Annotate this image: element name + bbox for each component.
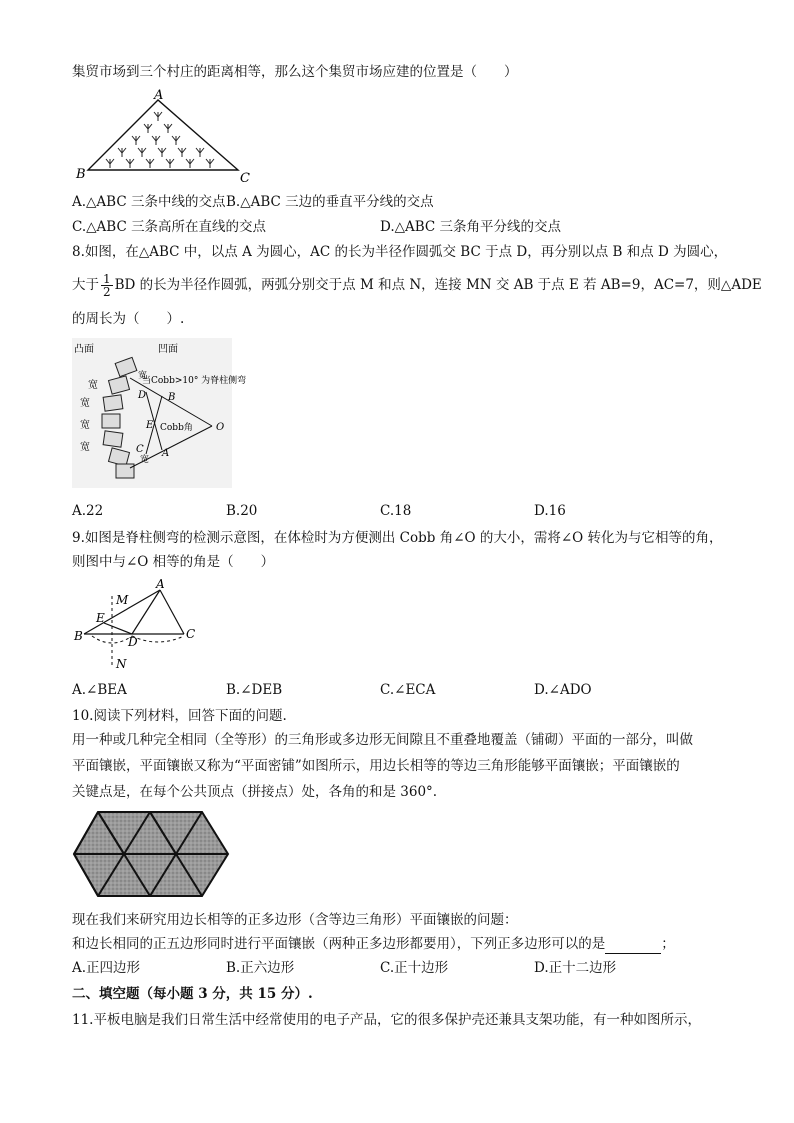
q7-option-b[interactable]: B.△ABC 三边的垂直平分线的交点 <box>226 194 434 210</box>
fig-label-a: A <box>154 88 164 103</box>
q8-line2 <box>72 270 762 300</box>
village-triangle-figure <box>72 88 262 184</box>
geo-label-m: M <box>116 593 129 607</box>
geo-label-b: B <box>74 629 83 643</box>
q8-option-b[interactable]: B.20 <box>226 503 258 519</box>
spine-point-c: C <box>136 444 144 455</box>
q10-line5: 现在我们来研究用边长相等的正多边形（含等边三角形）平面镶嵌的问题： <box>72 912 518 928</box>
fraction-numerator: 1 <box>103 272 111 286</box>
q10-option-c[interactable]: C.正十边形 <box>380 960 449 976</box>
q9-option-d[interactable]: D.∠ADO <box>534 682 592 698</box>
q9-option-a[interactable]: A.∠BEA <box>72 682 127 698</box>
spine-point-a: A <box>162 448 170 459</box>
spine-point-b: B <box>168 392 176 403</box>
section-2-title: 二、填空题（每小题 3 分，共 15 分）. <box>72 986 313 1002</box>
q10-line6-end: ； <box>661 936 675 952</box>
q8-line2-pre: 大于 <box>72 277 99 293</box>
spine-cobb-label: Cobb角 <box>160 423 193 433</box>
q11-line1: 11.平板电脑是我们日常生活中经常使用的电子产品，它的很多保护壳还兼具支架功能，有一种如图所示， <box>72 1012 701 1028</box>
fraction-half <box>101 273 113 298</box>
q10-option-b[interactable]: B.正六边形 <box>226 960 295 976</box>
spine-wide-label-1: 宽 <box>88 380 98 391</box>
q9-line2: 则图中与∠O 相等的角是（ ） <box>72 554 275 570</box>
spine-wide-label-2: 宽 <box>80 398 90 409</box>
q8-option-d[interactable]: D.16 <box>534 503 566 519</box>
q10-line2: 用一种或几种完全相同（全等形）的三角形或多边形无间隙且不重叠地覆盖（铺砌）平面的一部分，叫做 <box>72 732 693 748</box>
q9-option-b[interactable]: B.∠DEB <box>226 682 283 698</box>
spine-scoliosis-figure <box>72 338 247 488</box>
spine-point-o: O <box>216 422 225 433</box>
geo-label-a: A <box>156 577 165 591</box>
q7-option-c[interactable]: C.△ABC 三条高所在直线的交点 <box>72 219 267 235</box>
q7-option-d[interactable]: D.△ABC 三条角平分线的交点 <box>380 219 562 235</box>
q10-option-a[interactable]: A.正四边形 <box>72 960 141 976</box>
spine-point-d: D <box>138 390 147 401</box>
fig-label-b: B <box>76 167 86 182</box>
spine-note: 当Cobb>10° 为脊柱侧弯 <box>142 376 247 386</box>
q10-line6 <box>72 934 675 954</box>
fraction-denominator: 2 <box>103 285 111 299</box>
q8-option-c[interactable]: C.18 <box>380 503 412 519</box>
q7-option-a[interactable]: A.△ABC 三条中线的交点 <box>72 194 226 210</box>
geo-label-n: N <box>116 657 127 671</box>
spine-wide-label-4: 宽 <box>80 442 90 453</box>
spine-concave-label: 凹面 <box>158 344 178 355</box>
geo-label-d: D <box>128 635 138 649</box>
q8-line2-post: BD 的长为半径作圆弧，两弧分别交于点 M 和点 N，连接 MN 交 AB 于点 E 若 AB=9，AC=7，则△ADE <box>114 277 762 293</box>
q9-line1: 9.如图是脊柱侧弯的检测示意图，在体检时为方便测出 Cobb 角∠O 的大小，需将∠O 转化为与它相等的角， <box>72 530 723 546</box>
q7-stem: 集贸市场到三个村庄的距离相等，那么这个集贸市场应建的位置是（ ） <box>72 64 518 80</box>
q8-option-a[interactable]: A.22 <box>72 503 104 519</box>
spine-wide-label-5: 宽 <box>138 371 148 381</box>
geometry-triangle-figure <box>72 578 212 670</box>
q10-line3: 平面镶嵌，平面镶嵌又称为“平面密铺”如图所示，用边长相等的等边三角形能够平面镶嵌；平面镶嵌的 <box>72 758 680 774</box>
q8-line1: 8.如图，在△ABC 中，以点 A 为圆心，AC 的长为半径作圆弧交 BC 于点 D，再分别以点 B 和点 D 为圆心， <box>72 244 728 260</box>
answer-blank[interactable] <box>605 939 661 954</box>
q10-line6-text: 和边长相同的正五边形同时进行平面镶嵌（两种正多边形都要用），下列正多边形可以的是 <box>72 936 606 952</box>
q10-option-d[interactable]: D.正十二边形 <box>534 960 617 976</box>
geo-label-c: C <box>186 627 196 641</box>
fig-label-c: C <box>240 171 250 186</box>
q8-line3: 的周长为（ ）. <box>72 311 185 327</box>
q9-option-c[interactable]: C.∠ECA <box>380 682 436 698</box>
q10-line1: 10.阅读下列材料，回答下面的问题. <box>72 708 287 724</box>
spine-wide-label-6: 宽 <box>140 455 150 465</box>
triangle-tessellation-figure <box>72 808 230 900</box>
spine-wide-label-3: 宽 <box>80 420 90 431</box>
q10-line4: 关键点是，在每个公共顶点（拼接点）处，各角的和是 360°. <box>72 784 438 800</box>
spine-point-e: E <box>146 420 154 431</box>
spine-convex-label: 凸面 <box>74 344 94 355</box>
geo-label-e: E <box>96 611 105 625</box>
